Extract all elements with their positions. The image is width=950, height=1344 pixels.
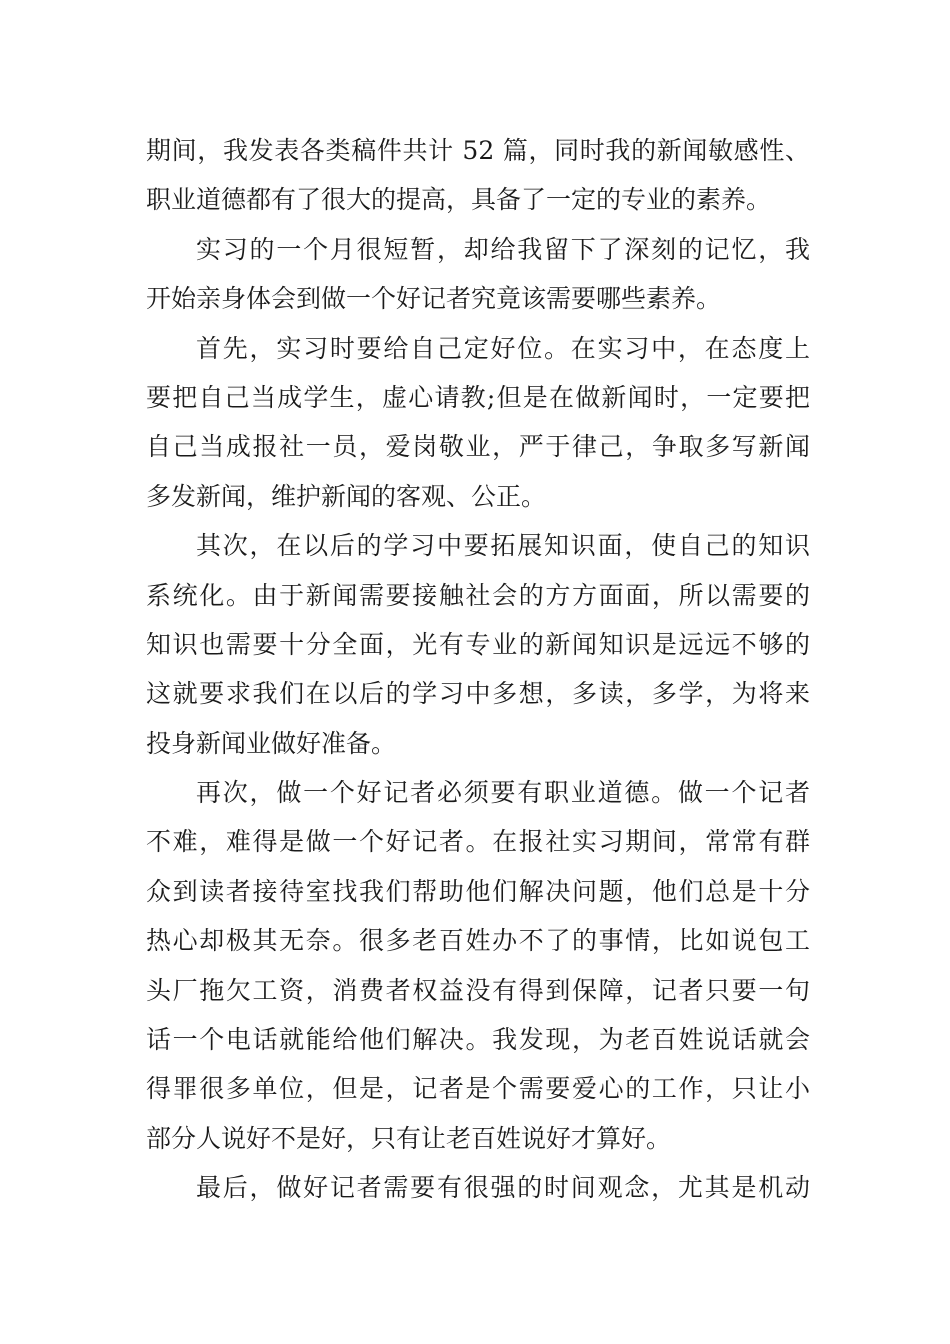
- text-line: 其次，在以后的学习中要拓展知识面，使自己的知识: [196, 531, 810, 561]
- text-line: 多发新闻，维护新闻的客观、公正。: [146, 481, 547, 511]
- paragraph-4: [146, 521, 810, 768]
- paragraph-5: [146, 768, 810, 1163]
- paragraph-1: [146, 126, 810, 225]
- text-line: 职业道德都有了很大的提高，具备了一定的专业的素养。: [146, 185, 772, 215]
- paragraph-6: [146, 1163, 810, 1212]
- text-line: 期间，我发表各类稿件共计 52 篇，同时我的新闻敏感性、: [146, 136, 810, 165]
- text-line: 众到读者接待室找我们帮助他们解决问题，他们总是十分: [146, 876, 810, 906]
- text-line: 得罪很多单位，但是，记者是个需要爱心的工作，只让小: [146, 1074, 810, 1104]
- paragraph-3: [146, 324, 810, 522]
- text-line: 部分人说好不是好，只有让老百姓说好才算好。: [146, 1123, 672, 1153]
- text-line: 最后，做好记者需要有很强的时间观念，尤其是机动: [196, 1173, 810, 1203]
- text-line: 再次，做一个好记者必须要有职业道德。做一个记者: [196, 778, 810, 808]
- text-line: 开始亲身体会到做一个好记者究竟该需要哪些素养。: [146, 284, 722, 314]
- text-line: 热心却极其无奈。很多老百姓办不了的事情，比如说包工: [146, 926, 810, 956]
- paragraph-2: [146, 225, 810, 324]
- text-line: 话一个电话就能给他们解决。我发现，为老百姓说话就会: [146, 1025, 810, 1055]
- text-line: 不难，难得是做一个好记者。在报社实习期间，常常有群: [146, 827, 810, 857]
- text-line: 首先，实习时要给自己定好位。在实习中，在态度上: [196, 333, 810, 363]
- document-text-body: [146, 126, 810, 1213]
- text-line: 这就要求我们在以后的学习中多想，多读，多学，为将来: [146, 679, 810, 709]
- text-line: 知识也需要十分全面，光有专业的新闻知识是远远不够的: [146, 629, 810, 659]
- text-line: 系统化。由于新闻需要接触社会的方方面面，所以需要的: [146, 580, 810, 610]
- text-line: 实习的一个月很短暂，却给我留下了深刻的记忆，我: [196, 234, 810, 264]
- text-line: 要把自己当成学生，虚心请教;但是在做新闻时，一定要把: [146, 382, 810, 412]
- text-line: 头厂拖欠工资，消费者权益没有得到保障，记者只要一句: [146, 975, 810, 1005]
- text-line: 自己当成报社一员，爱岗敬业，严于律己，争取多写新闻: [146, 432, 810, 462]
- text-line: 投身新闻业做好准备。: [146, 728, 397, 758]
